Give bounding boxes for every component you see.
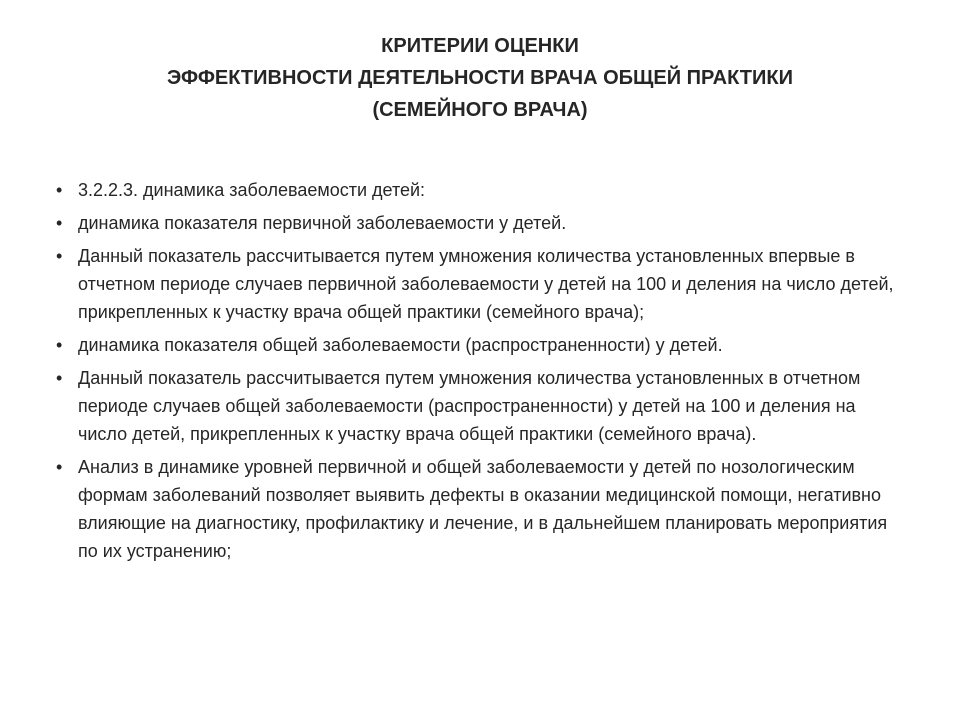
bullet-text: Анализ в динамике уровней первичной и общей заболеваемости у детей по нозологическим формам заболеваний позволяет выявить дефекты в оказании медицинской помощи, негативно влияющие на диагностику, профилактику и лечение, и в дальнейшем планировать мероприятия по их устранению; (78, 457, 888, 561)
bullet-text: динамика показателя первичной заболеваемости у детей. (78, 213, 567, 233)
bullet-item (56, 364, 908, 448)
bullet-dot: • (56, 246, 63, 266)
bullet-text: динамика показателя общей заболеваемости (распространенности) у детей. (78, 335, 723, 355)
slide-title (60, 30, 900, 126)
bullet-dot: • (56, 213, 63, 233)
bullet-item (56, 453, 908, 565)
bullet-item (56, 176, 908, 204)
bullet-dot: • (56, 457, 63, 477)
bullet-dot: • (56, 335, 63, 355)
bullet-item (56, 242, 908, 326)
title-line-3: (СЕМЕЙНОГО ВРАЧА) (372, 99, 588, 121)
bullet-dot: • (56, 368, 63, 388)
bullet-text: 3.2.2.3. динамика заболеваемости детей: (78, 180, 426, 200)
bullet-text: Данный показатель рассчитывается путем умножения количества установленных впервые в отчетном периоде случаев первичной заболеваемости у детей на 100 и деления на число детей, прикрепленных к участку врача общей практики (семейного врача); (78, 246, 894, 322)
bullet-item (56, 209, 908, 237)
bullet-text: Данный показатель рассчитывается путем умножения количества установленных в отчетном периоде случаев общей заболеваемости (распространенности) у детей на 100 и деления на число детей, прикрепленных к участку врача общей практики (семейного врача). (78, 368, 861, 444)
bullet-dot: • (56, 180, 63, 200)
bullet-item (56, 331, 908, 359)
title-line-2: ЭФФЕКТИВНОСТИ ДЕЯТЕЛЬНОСТИ ВРАЧА ОБЩЕЙ ПРАКТИКИ (167, 67, 793, 89)
bullet-list (56, 176, 908, 570)
title-line-1: КРИТЕРИИ ОЦЕНКИ (381, 35, 579, 57)
